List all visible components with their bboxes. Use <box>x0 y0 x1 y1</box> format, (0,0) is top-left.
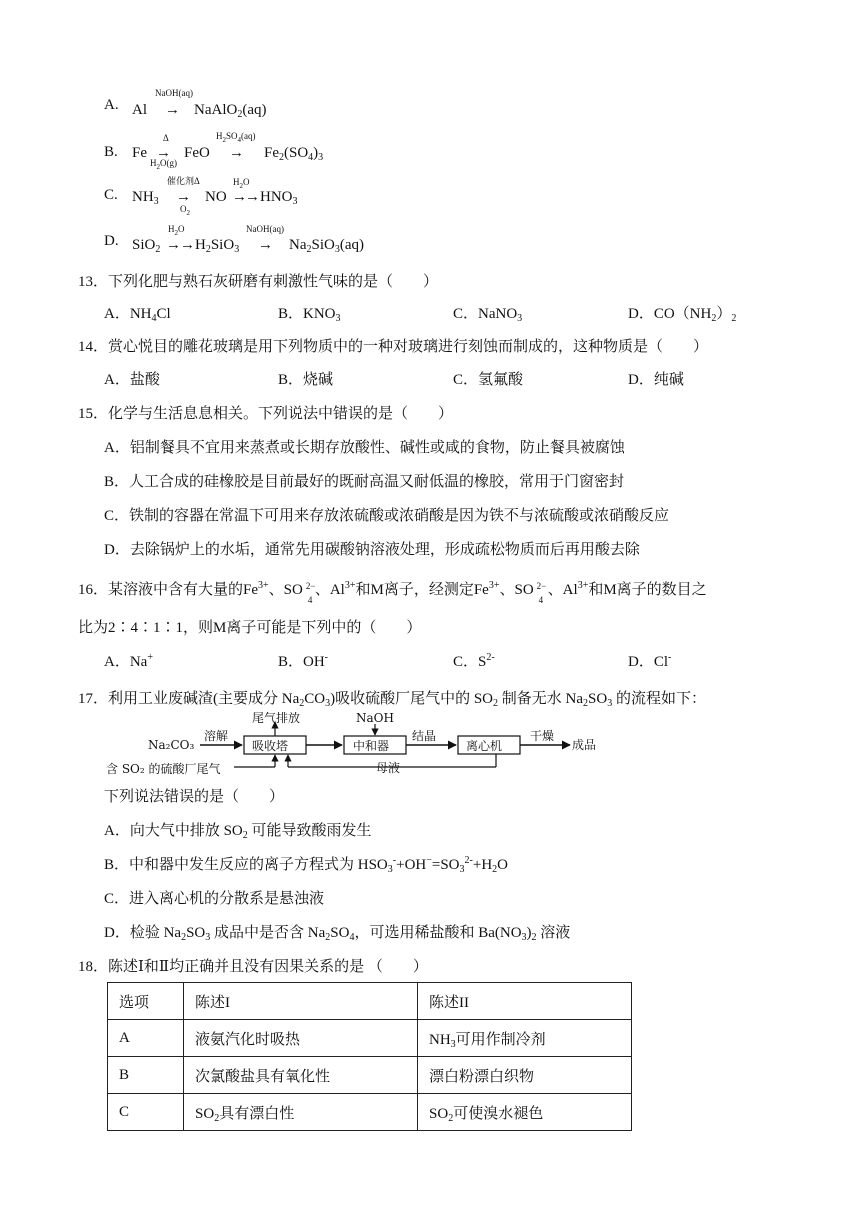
option-a: A．盐酸 <box>104 372 160 388</box>
centrifuge-label: 离心机 <box>466 739 503 753</box>
na2co3-label: Na₂CO₃ <box>148 738 195 752</box>
option-d: D．纯碱 <box>628 372 684 388</box>
crystallize-label: 结晶 <box>412 729 437 743</box>
question-stem-line2: 比为2∶4∶1∶1，则M离子可能是下列中的（ ） <box>78 620 422 636</box>
mother-liquor-label: 母液 <box>376 761 401 775</box>
question-stem: 13．下列化肥与熟石灰研磨有刺激性气味的是（ ） <box>78 274 439 290</box>
dry-label: 干燥 <box>530 729 555 743</box>
option-label: A. <box>104 97 119 113</box>
option-c: C．氢氟酸 <box>453 372 524 388</box>
option-d: D．检验 $Na_2SO_3$ 成品中是否含 $Na_2SO_4$，可选用稀盐酸和 $Ba(NO_3)_2$ 溶液 <box>104 925 571 943</box>
option-a: A．$NH_4Cl$ <box>104 306 171 324</box>
header-option: 选项 <box>108 983 184 1020</box>
option-c: C．$S^{2-}$ <box>453 652 495 670</box>
table-row: A 液氨汽化时吸热 $NH_3$可用作制冷剂 <box>108 1020 632 1057</box>
question-stem-line1: 16．某溶液中含有大量的$Fe^{3+}$、SO 2− 4 、$Al^{3+}$和M离子，经测定$Fe^{3+}$、SO 2− 4 、$Al^{3+}$和M离子的数目之 <box>78 580 707 605</box>
option-a: A．铝制餐具不宜用来蒸煮或长期存放酸性、碱性或咸的食物，防止餐具被腐蚀 <box>104 440 625 456</box>
option-b: B．烧碱 <box>278 372 334 388</box>
option-d: D．去除锅炉上的水垢，通常先用碳酸钠溶液处理，形成疏松物质而后再用酸去除 <box>104 542 640 558</box>
option-a: A．Na+ <box>104 652 153 670</box>
tail-gas-out-label: 尾气排放 <box>252 712 301 725</box>
option-d: D．$CO(NH_2)_2$ <box>628 306 737 324</box>
table-row: B 次氯酸盐具有氧化性 漂白粉漂白织物 <box>108 1057 632 1094</box>
question-stem: 18．陈述Ⅰ和Ⅱ均正确并且没有因果关系的是 （ ） <box>78 959 428 975</box>
statement-table <box>107 982 632 1131</box>
dissolve-label: 溶解 <box>204 729 229 743</box>
so2-input-label: 含 SO₂ 的硫酸厂尾气 <box>106 762 221 776</box>
option-d: D．Cl- <box>628 652 672 670</box>
header-statement-1: 陈述I <box>184 983 418 1020</box>
option-c: C．NaNO$_3$ <box>453 306 523 324</box>
question-stem: 14．赏心悦目的雕花玻璃是用下列物质中的一种对玻璃进行刻蚀而制成的，这种物质是（ ） <box>78 339 709 355</box>
question-stem: 17．利用工业废碱渣(主要成分 $Na_2CO_3$)吸收硫酸厂尾气中的 $SO_2$ 制备无水 $Na_2SO_3$ 的流程如下： <box>78 691 706 709</box>
option-b: B．人工合成的硅橡胶是目前最好的既耐高温又耐低温的橡胶，常用于门窗密封 <box>104 474 625 490</box>
option-c: C．铁制的容器在常温下可用来存放浓硫酸或浓硝酸是因为铁不与浓硫酸或浓硝酸反应 <box>104 508 670 524</box>
product-label: 成品 <box>572 738 597 752</box>
process-flow-diagram <box>104 712 624 780</box>
absorption-tower-label: 吸收塔 <box>252 739 289 753</box>
naoh-label: NaOH <box>356 712 394 725</box>
header-statement-2: 陈述II <box>418 983 632 1020</box>
option-c: C．进入离心机的分散系是悬浊液 <box>104 891 325 907</box>
option-b: B．$KNO_3$ <box>278 306 341 324</box>
option-a: A．向大气中排放 $SO_2$ 可能导致酸雨发生 <box>104 823 372 841</box>
option-b: B．OH- <box>278 652 329 670</box>
neutralizer-label: 中和器 <box>353 739 390 753</box>
question-stem: 15．化学与生活息息相关。下列说法中错误的是（ ） <box>78 406 454 422</box>
option-b: B．中和器中发生反应的离子方程式为 $HSO_3^-+OH^-=SO_3^{2-}+H_2O$ <box>104 855 508 875</box>
question-ask: 下列说法错误的是（ ） <box>104 789 285 805</box>
table-row: C $SO_2$具有漂白性 $SO_2$可使溴水褪色 <box>108 1094 632 1131</box>
table-header-row <box>108 983 632 1020</box>
